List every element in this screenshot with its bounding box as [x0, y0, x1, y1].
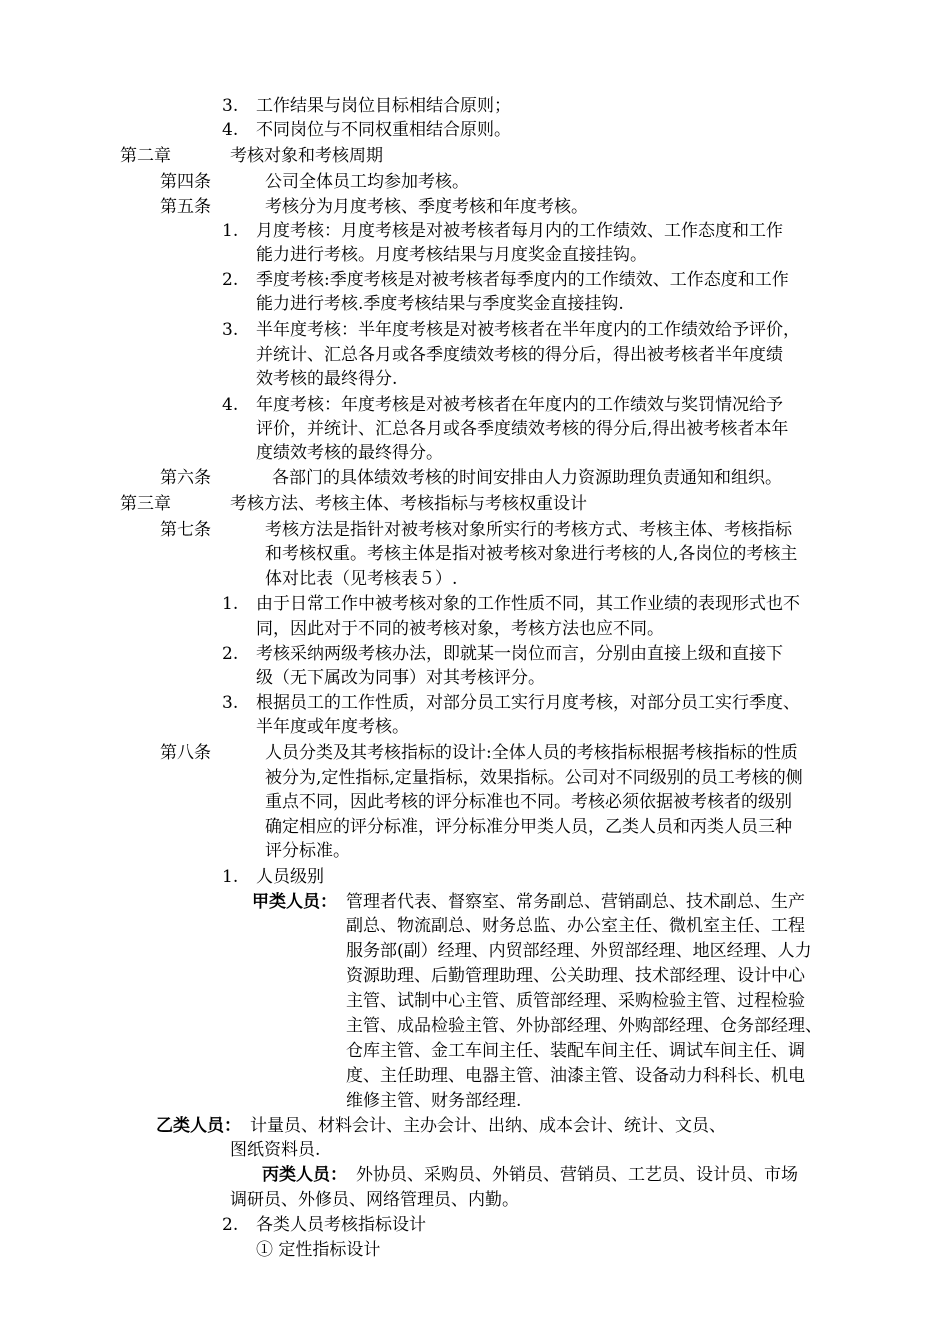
list-number: 4.: [222, 395, 239, 415]
chapter-3-label: 第三章: [120, 494, 171, 514]
class-c-line: 调研员、外修员、网络管理员、内勤。: [230, 1190, 519, 1210]
class-a-line: 服务部(副）经理、内贸部经理、外贸部经理、地区经理、人力: [346, 941, 812, 961]
article-8-label: 第八条: [160, 743, 211, 763]
article-8-line: 重点不同，因此考核的评分标准也不同。考核必须依据被考核者的级别: [265, 792, 792, 812]
list-item-line: 半年度或年度考核。: [256, 717, 409, 737]
list-item-line: 并统计、汇总各月或各季度绩效考核的得分后，得出被考核者半年度绩: [256, 345, 783, 365]
article-8-line: 评分标准。: [265, 841, 350, 861]
list-number: 2.: [222, 644, 239, 664]
list-item-line: 能力进行考核.季度考核结果与季度奖金直接挂钩.: [256, 294, 624, 314]
class-c-line: 外协员、采购员、外销员、营销员、工艺员、设计员、市场: [356, 1165, 798, 1185]
list-number: 3.: [222, 693, 239, 713]
list-number: 1.: [222, 594, 239, 614]
list-item-line: 能力进行考核。月度考核结果与月度奖金直接挂钩。: [256, 245, 647, 265]
list-item-line: 月度考核：月度考核是对被考核者每月内的工作绩效、工作态度和工作: [256, 221, 783, 241]
list-number: 3.: [222, 320, 239, 340]
qualitative-indicator-heading: ① 定性指标设计: [256, 1240, 381, 1260]
class-a-line: 主管、成品检验主管、外协部经理、外购部经理、仓务部经理、: [346, 1016, 822, 1036]
class-a-label: 甲类人员：: [252, 892, 337, 912]
list-number: 2.: [222, 1215, 239, 1235]
principle-3: 工作结果与岗位目标相结合原则；: [256, 96, 511, 116]
staff-level-heading: 人员级别: [256, 867, 324, 887]
list-number: 3.: [222, 96, 239, 116]
article-8-line: 确定相应的评分标准，评分标准分甲类人员，乙类人员和丙类人员三种: [265, 817, 792, 837]
list-item-line: 由于日常工作中被考核对象的工作性质不同，其工作业绩的表现形式也不: [256, 594, 800, 614]
class-b-line: 计量员、材料会计、主办会计、出纳、成本会计、统计、文员、: [250, 1116, 726, 1136]
class-b-label: 乙类人员：: [156, 1116, 241, 1136]
article-4-text: 公司全体员工均参加考核。: [265, 172, 469, 192]
article-8-line: 人员分类及其考核指标的设计:全体人员的考核指标根据考核指标的性质: [265, 743, 798, 763]
class-a-line: 副总、物流副总、财务总监、办公室主任、微机室主任、工程: [346, 916, 805, 936]
list-number: 2.: [222, 270, 239, 290]
article-6-label: 第六条: [160, 468, 211, 488]
principle-4: 不同岗位与不同权重相结合原则。: [256, 120, 511, 140]
list-number: 4.: [222, 120, 239, 140]
chapter-2-title: 考核对象和考核周期: [230, 146, 383, 166]
class-a-line: 资源助理、后勤管理助理、公关助理、技术部经理、设计中心: [346, 966, 805, 986]
list-item-line: 级（无下属改为同事）对其考核评分。: [256, 668, 545, 688]
chapter-2-label: 第二章: [120, 146, 171, 166]
class-a-line: 主管、试制中心主管、质管部经理、采购检验主管、过程检验: [346, 991, 805, 1011]
article-6-text: 各部门的具体绩效考核的时间安排由人力资源助理负责通知和组织。: [272, 468, 782, 488]
article-8-line: 被分为,定性指标,定量指标，效果指标。公司对不同级别的员工考核的侧: [265, 768, 803, 788]
class-c-label: 丙类人员：: [262, 1165, 347, 1185]
list-item-line: 年度考核：年度考核是对被考核者在年度内的工作绩效与奖罚情况给予: [256, 395, 783, 415]
class-a-line: 仓库主管、金工车间主任、装配车间主任、调试车间主任、调: [346, 1041, 805, 1061]
article-4-label: 第四条: [160, 172, 211, 192]
list-item-line: 度绩效考核的最终得分。: [256, 443, 443, 463]
list-item-line: 评价，并统计、汇总各月或各季度绩效考核的得分后,得出被考核者本年: [256, 419, 789, 439]
list-item-line: 考核采纳两级考核办法，即就某一岗位而言，分别由直接上级和直接下: [256, 644, 783, 664]
list-item-line: 效考核的最终得分.: [256, 369, 398, 389]
list-number: 1.: [222, 221, 239, 241]
article-7-line: 考核方法是指针对被考核对象所实行的考核方式、考核主体、考核指标: [265, 520, 792, 540]
class-a-line: 维修主管、财务部经理.: [346, 1091, 522, 1111]
article-7-line: 体对比表（见考核表５）.: [265, 569, 458, 589]
list-item-line: 半年度考核：半年度考核是对被考核者在半年度内的工作绩效给予评价，: [256, 320, 800, 340]
article-7-label: 第七条: [160, 520, 211, 540]
class-b-line: 图纸资料员.: [230, 1140, 321, 1160]
class-a-line: 度、主任助理、电器主管、油漆主管、设备动力科科长、机电: [346, 1066, 805, 1086]
list-item-line: 季度考核:季度考核是对被考核者每季度内的工作绩效、工作态度和工作: [256, 270, 789, 290]
list-number: 1.: [222, 867, 239, 887]
article-5-text: 考核分为月度考核、季度考核和年度考核。: [265, 197, 588, 217]
indicator-design-heading: 各类人员考核指标设计: [256, 1215, 426, 1235]
list-item-line: 同，因此对于不同的被考核对象，考核方法也应不同。: [256, 619, 664, 639]
list-item-line: 根据员工的工作性质，对部分员工实行月度考核，对部分员工实行季度、: [256, 693, 800, 713]
article-5-label: 第五条: [160, 197, 211, 217]
class-a-line: 管理者代表、督察室、常务副总、营销副总、技术副总、生产: [346, 892, 805, 912]
article-7-line: 和考核权重。考核主体是指对被考核对象进行考核的人,各岗位的考核主: [265, 544, 798, 564]
chapter-3-title: 考核方法、考核主体、考核指标与考核权重设计: [230, 494, 587, 514]
